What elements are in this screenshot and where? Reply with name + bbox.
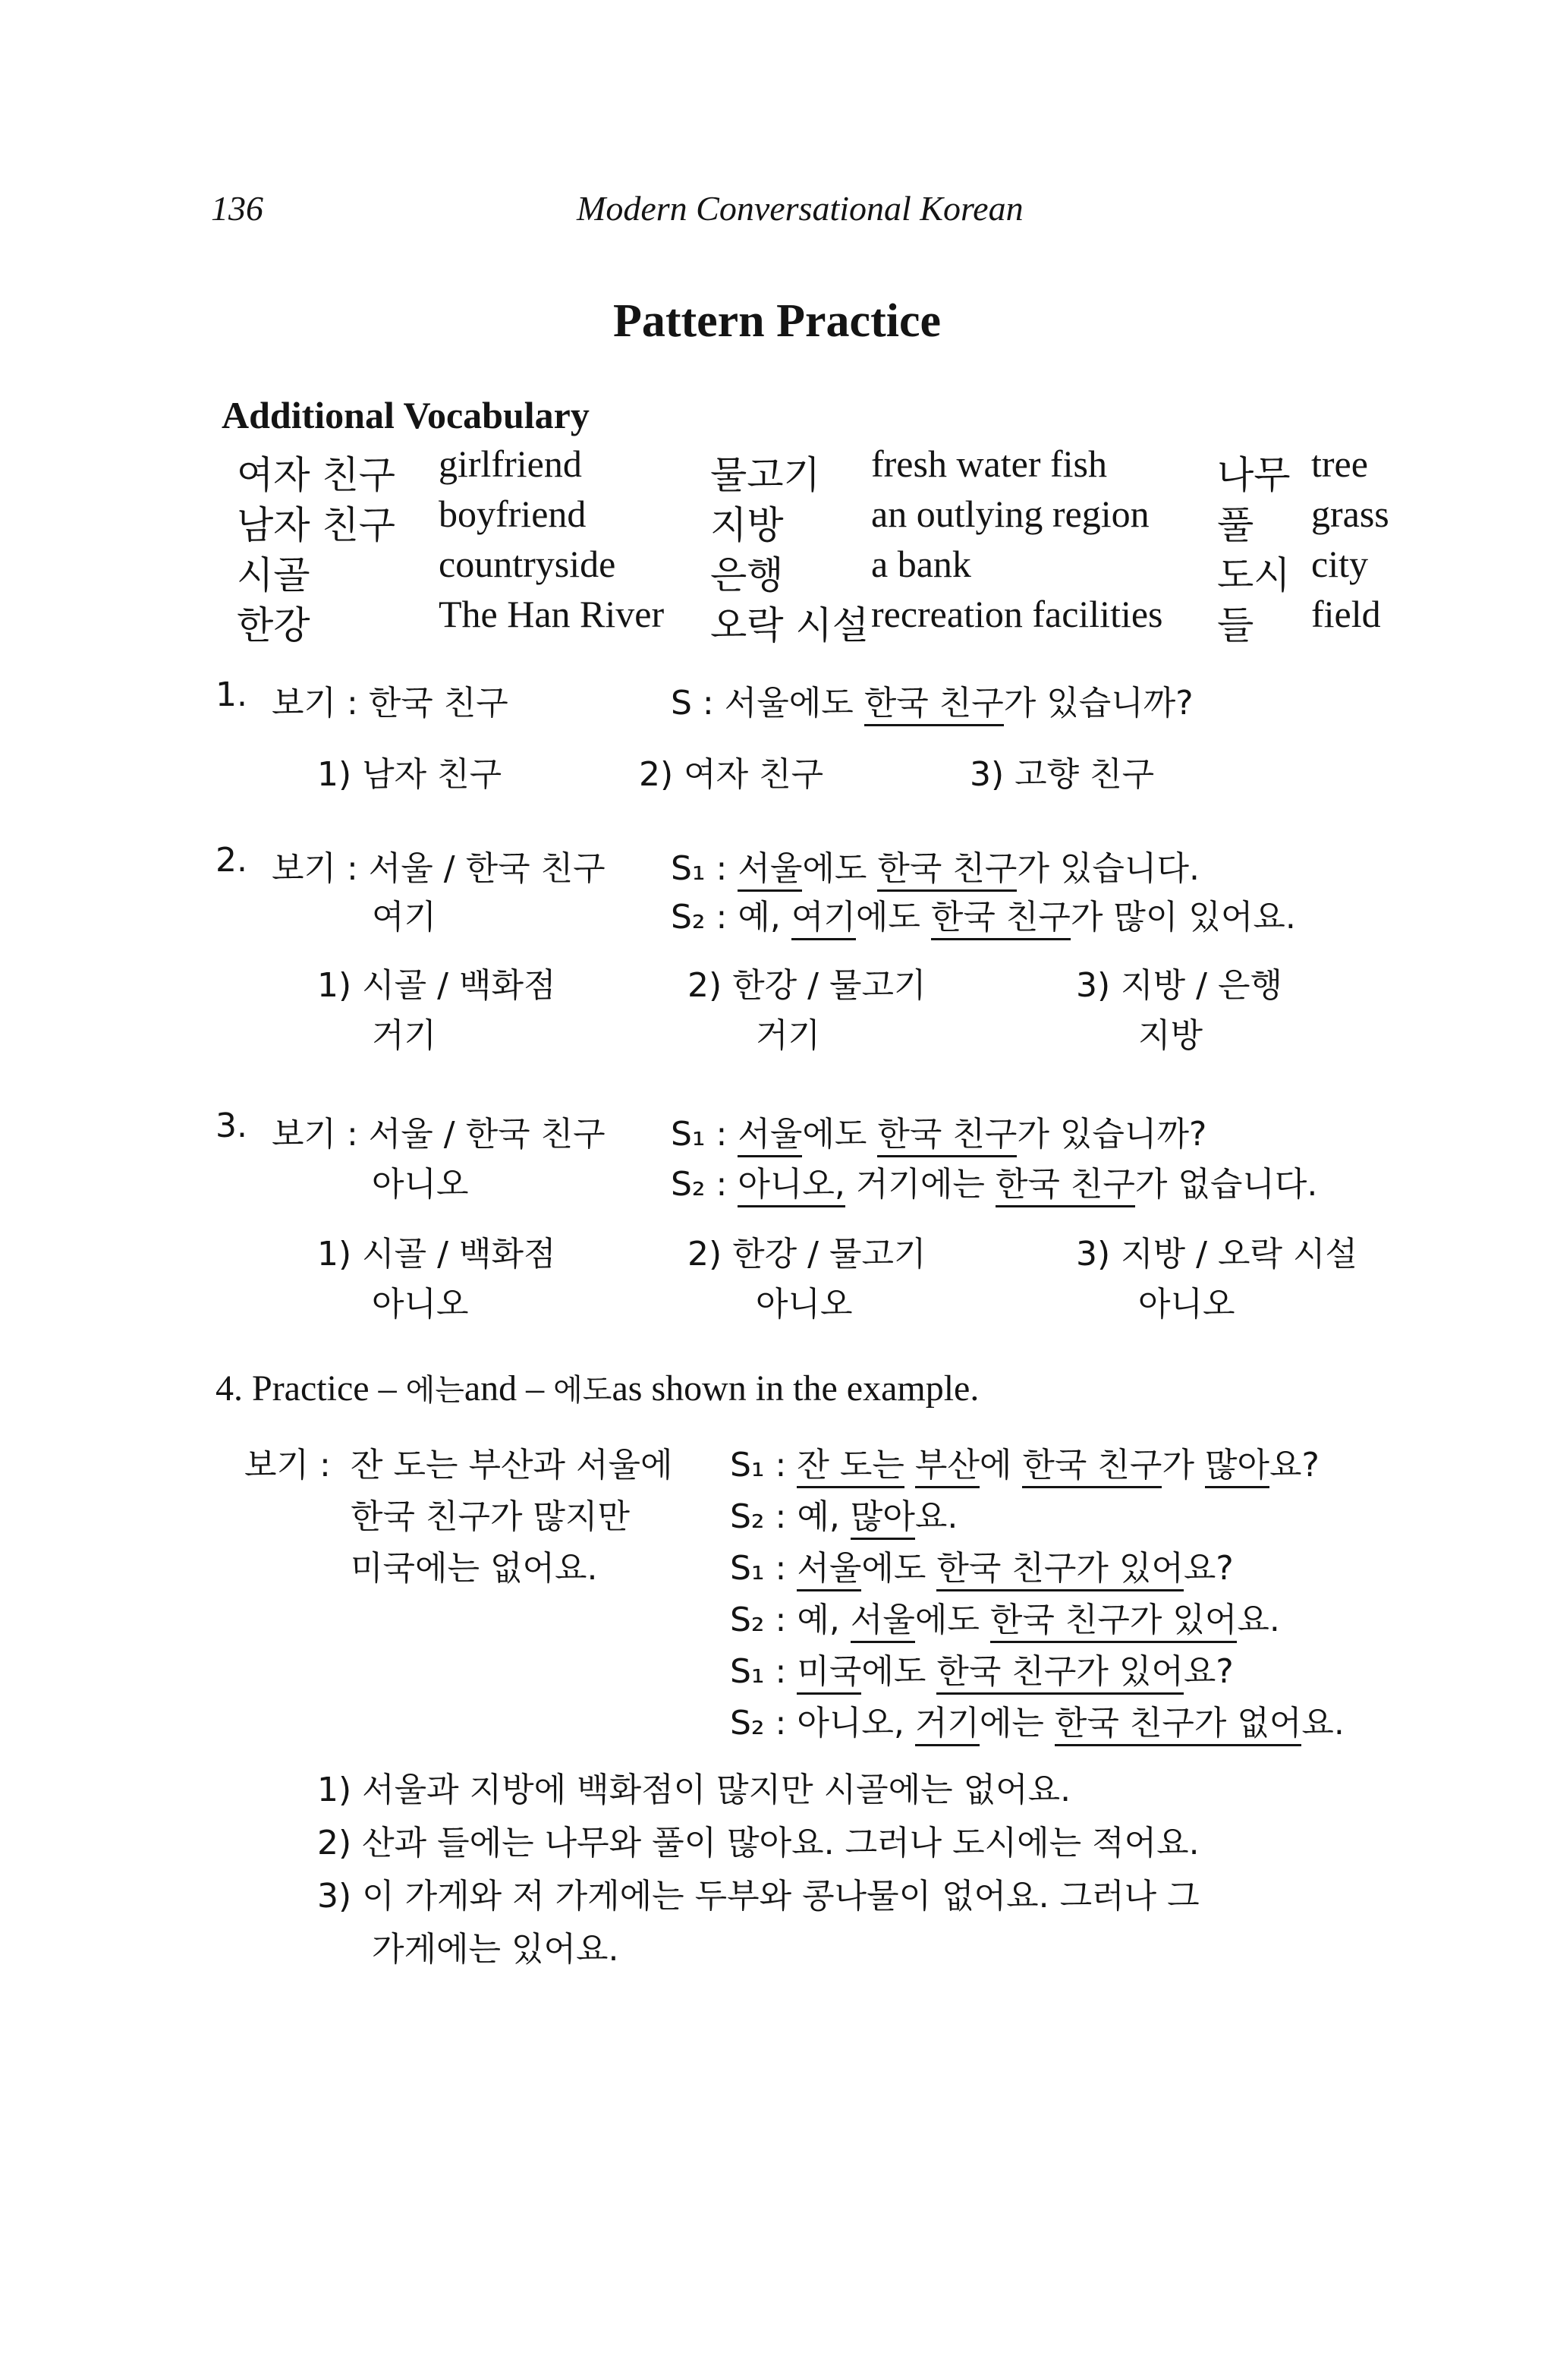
vocab-en: grass xyxy=(1311,493,1389,535)
vocab-en: a bank xyxy=(871,543,971,585)
sentence-text: 에도 xyxy=(855,898,920,937)
speaker-label: S₁ : xyxy=(671,849,728,888)
vocab-en: city xyxy=(1311,543,1368,585)
vocab-en: The Han River xyxy=(439,593,665,635)
exercise-model-line: 미국에는 없어요. xyxy=(351,1549,598,1588)
exercise-item-cue: 아니오 xyxy=(372,1285,469,1324)
vocab-ko: 한강 xyxy=(237,603,310,647)
sentence-underlined: 한국 친구가 없어 xyxy=(1055,1704,1302,1746)
exercise-model-cue: 아니오 xyxy=(372,1165,469,1204)
exercise-item: 1) 시골 / 백화점 xyxy=(317,1235,556,1273)
exercise-item: 1) 남자 친구 xyxy=(317,755,502,794)
sentence-text: 요. xyxy=(1237,1601,1280,1639)
speaker-label: S₁ : xyxy=(730,1652,787,1691)
exercise-model-label: 보기 : xyxy=(244,1446,331,1484)
exercise-item: 3) 고향 친구 xyxy=(970,755,1155,794)
sentence-underlined: 많아 xyxy=(1205,1446,1269,1488)
exercise-model: 보기 : 서울 / 한국 친구 xyxy=(272,849,606,888)
vocab-en: boyfriend xyxy=(439,493,587,535)
instruction-text: and – xyxy=(464,1368,554,1409)
sentence-underlined: 한국 친구 xyxy=(864,684,1004,726)
exercise-item: 2) 여자 친구 xyxy=(639,755,824,794)
sample-sentence xyxy=(671,889,1296,938)
sentence-underlined: 한국 친구가 있어 xyxy=(936,1652,1184,1695)
sentence-text: 에도 xyxy=(914,1601,980,1639)
vocab-ko: 지방 xyxy=(710,503,784,547)
sentence-text: 요? xyxy=(1183,1549,1234,1588)
sentence-text: 가 xyxy=(1162,1446,1194,1484)
sample-sentence xyxy=(671,675,1194,724)
running-header-title: Modern Conversational Korean xyxy=(577,189,1024,228)
vocab-ko: 시골 xyxy=(237,553,310,597)
sentence-text: 예, xyxy=(797,1497,840,1536)
sentence-text: 에도 xyxy=(802,849,867,888)
sentence-text: 요? xyxy=(1183,1652,1234,1691)
sentence-text: 요. xyxy=(1301,1704,1345,1742)
sample-sentence xyxy=(671,1107,1206,1155)
sentence-underlined: 한국 친구 xyxy=(877,1115,1017,1157)
sentence-text: 가 있습니다. xyxy=(1017,849,1200,888)
sample-sentence xyxy=(671,841,1200,889)
exercise-item: 2) 산과 들에는 나무와 풀이 많아요. 그러나 도시에는 적어요. xyxy=(317,1824,1200,1862)
vocab-en: countryside xyxy=(439,543,616,585)
exercise-model-line: 잔 도는 부산과 서울에 xyxy=(351,1446,673,1484)
speaker-label: S₂ : xyxy=(730,1497,787,1536)
exercise-item-cue: 거기 xyxy=(372,1016,437,1055)
vocab-ko: 은행 xyxy=(710,553,784,597)
vocab-en: field xyxy=(1311,593,1381,635)
exercise-item: 2) 한강 / 물고기 xyxy=(687,1235,926,1273)
exercise-item: 2) 한강 / 물고기 xyxy=(687,966,926,1005)
sentence-text: 예, xyxy=(797,1601,840,1639)
sentence-underlined: 잔 도는 xyxy=(797,1446,904,1488)
vocab-ko: 여자 친구 xyxy=(237,453,396,497)
sentence-underlined: 서울 xyxy=(797,1549,861,1591)
exercise-item-cue: 아니오 xyxy=(1138,1285,1235,1324)
instruction-korean: 에는 xyxy=(405,1373,464,1408)
vocab-ko: 오락 시설 xyxy=(710,603,870,647)
dialog-line xyxy=(730,1541,1234,1589)
exercise-item-cue: 아니오 xyxy=(756,1285,853,1324)
vocab-en: fresh water fish xyxy=(871,442,1107,485)
sentence-underlined: 서울 xyxy=(851,1601,915,1643)
speaker-label: S₁ : xyxy=(730,1549,787,1588)
exercise-item-cue: 지방 xyxy=(1138,1016,1203,1055)
sentence-text: 예, xyxy=(738,898,781,937)
sentence-underlined: 한국 친구가 있어 xyxy=(990,1601,1238,1643)
dialog-line xyxy=(730,1437,1320,1486)
speaker-label: S₂ : xyxy=(671,898,728,937)
sentence-text: 아니오, xyxy=(797,1704,904,1742)
vocab-ko: 남자 친구 xyxy=(237,503,396,547)
page-number: 136 xyxy=(211,189,263,228)
sentence-underlined: 한국 친구가 있어 xyxy=(936,1549,1184,1591)
sentence-underlined: 여기 xyxy=(791,898,856,940)
sample-sentence xyxy=(671,1157,1317,1205)
vocab-en: an outlying region xyxy=(871,493,1150,535)
sentence-text: 요. xyxy=(914,1497,958,1536)
dialog-line xyxy=(730,1644,1234,1692)
sentence-underlined: 한국 친구 xyxy=(877,849,1017,892)
vocab-en: girlfriend xyxy=(439,442,582,485)
sentence-underlined: 서울 xyxy=(738,849,802,892)
exercise-item: 1) 서울과 지방에 백화점이 많지만 시골에는 없어요. xyxy=(317,1771,1071,1809)
sentence-text: 가 많이 있어요. xyxy=(1070,898,1296,937)
exercise-number: 3. xyxy=(215,1107,247,1145)
sentence-underlined: 부산 xyxy=(915,1446,980,1488)
sentence-text: 가 있습니까? xyxy=(1017,1115,1207,1154)
speaker-label: S : xyxy=(671,684,714,722)
sentence-underlined: 거기 xyxy=(915,1704,980,1746)
page-title: Pattern Practice xyxy=(612,295,941,347)
sentence-text: 에도 xyxy=(861,1549,926,1588)
sentence-text: 에는 xyxy=(979,1704,1044,1742)
sentence-underlined: 한국 친구 xyxy=(996,1165,1135,1207)
sentence-underlined: 서울 xyxy=(738,1115,802,1157)
exercise-item: 1) 시골 / 백화점 xyxy=(317,966,556,1005)
exercise-number: 2. xyxy=(215,841,247,880)
dialog-line xyxy=(730,1489,958,1538)
sentence-underlined: 한국 친구 xyxy=(931,898,1071,940)
vocab-en: recreation facilities xyxy=(871,593,1163,635)
sentence-underlined: 많아 xyxy=(851,1497,915,1540)
vocab-ko: 풀 xyxy=(1217,503,1254,547)
instruction-text: as shown in the example. xyxy=(612,1368,980,1409)
exercise-number: 4. xyxy=(215,1368,243,1409)
speaker-label: S₁ : xyxy=(730,1446,787,1484)
exercise-item: 3) 지방 / 은행 xyxy=(1076,966,1282,1005)
sentence-underlined: 한국 친구 xyxy=(1022,1446,1162,1488)
dialog-line xyxy=(730,1695,1345,1744)
speaker-label: S₂ : xyxy=(730,1601,787,1639)
sentence-underlined: 아니오, xyxy=(738,1165,845,1207)
exercise-model: 보기 : 서울 / 한국 친구 xyxy=(272,1115,606,1154)
dialog-line xyxy=(730,1592,1280,1641)
exercise-model-line: 한국 친구가 많지만 xyxy=(351,1497,631,1536)
speaker-label: S₂ : xyxy=(671,1165,728,1204)
vocab-en: tree xyxy=(1311,442,1368,485)
sentence-text: 요? xyxy=(1269,1446,1320,1484)
instruction-text: Practice – xyxy=(252,1368,406,1409)
speaker-label: S₁ : xyxy=(671,1115,728,1154)
exercise-instruction xyxy=(215,1366,979,1409)
exercise-item-cue: 거기 xyxy=(756,1016,821,1055)
speaker-label: S₂ : xyxy=(730,1704,787,1742)
sentence-text: 가 없습니다. xyxy=(1134,1165,1318,1204)
sentence-text: 가 있습니까? xyxy=(1003,684,1194,722)
sentence-text: 서울에도 xyxy=(724,684,854,722)
vocab-ko: 도시 xyxy=(1217,553,1291,597)
exercise-item-continued: 가게에는 있어요. xyxy=(372,1930,619,1969)
vocab-ko: 나무 xyxy=(1217,453,1291,497)
vocabulary-heading: Additional Vocabulary xyxy=(222,394,590,436)
sentence-text: 에도 xyxy=(802,1115,867,1154)
exercise-model: 보기 : 한국 친구 xyxy=(272,684,508,722)
exercise-model-cue: 여기 xyxy=(372,898,437,937)
sentence-text: 거기에는 xyxy=(855,1165,985,1204)
exercise-item: 3) 지방 / 오락 시설 xyxy=(1076,1235,1357,1273)
sentence-underlined: 미국 xyxy=(797,1652,861,1695)
instruction-korean: 에도 xyxy=(553,1373,612,1408)
vocab-ko: 물고기 xyxy=(710,453,820,497)
exercise-item: 3) 이 가게와 저 가게에는 두부와 콩나물이 없어요. 그러나 그 xyxy=(317,1877,1200,1916)
sentence-text: 에 xyxy=(979,1446,1012,1484)
exercise-number: 1. xyxy=(215,675,247,714)
sentence-text: 에도 xyxy=(861,1652,926,1691)
vocab-ko: 들 xyxy=(1217,603,1254,647)
